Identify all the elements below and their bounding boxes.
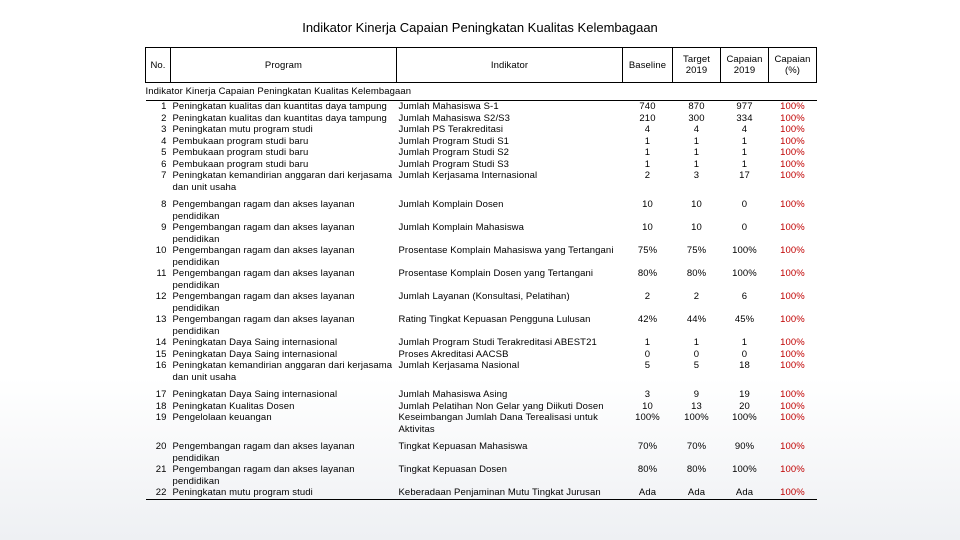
target-cell: 5 xyxy=(693,360,700,371)
baseline-cell: 2 xyxy=(644,170,651,181)
indikator-cell: Jumlah Komplain Dosen xyxy=(398,199,504,210)
row-number: 2 xyxy=(161,112,167,124)
table-row xyxy=(146,291,817,314)
program-cell: Pengembangan ragam dan akses layanan pendidikan xyxy=(172,222,355,245)
program-cell: Pembukaan program studi baru xyxy=(172,147,309,158)
indikator-cell: Prosentase Komplain Dosen yang Tertangani xyxy=(398,268,594,279)
indikator-cell: Jumlah PS Terakreditasi xyxy=(398,124,504,135)
row-number: 16 xyxy=(155,360,167,371)
indikator-cell: Jumlah Kerjasama Nasional xyxy=(398,360,520,371)
target-cell: 80% xyxy=(686,268,707,279)
row-number: 4 xyxy=(161,135,167,147)
table-row xyxy=(146,314,817,337)
capaian-cell: 1 xyxy=(741,337,748,348)
program-cell: Peningkatan Daya Saing internasional xyxy=(172,389,338,400)
baseline-cell: 10 xyxy=(642,400,653,412)
capaian-percent-cell: 100% xyxy=(780,389,805,400)
capaian-cell: 20 xyxy=(739,400,750,412)
indikator-cell: Jumlah Program Studi S2 xyxy=(398,147,510,158)
target-cell: 300 xyxy=(688,112,705,124)
capaian-percent-cell: 100% xyxy=(780,412,805,423)
capaian-percent-cell: 100% xyxy=(780,441,805,452)
table-header-row xyxy=(146,48,817,83)
baseline-cell: 75% xyxy=(637,245,658,256)
table-row xyxy=(146,412,817,435)
row-number: 6 xyxy=(161,158,167,170)
row-number: 20 xyxy=(155,441,167,452)
capaian-cell: 100% xyxy=(732,412,757,423)
indikator-cell: Proses Akreditasi AACSB xyxy=(398,348,509,360)
capaian-cell: 4 xyxy=(741,124,748,135)
page-title: Indikator Kinerja Capaian Peningkatan Kualitas Kelembagaan xyxy=(302,20,658,35)
target-cell: 1 xyxy=(693,337,700,348)
table-row xyxy=(146,464,817,487)
capaian-cell: 100% xyxy=(732,464,757,475)
table-row xyxy=(146,383,817,401)
target-cell: 4 xyxy=(693,124,700,135)
capaian-cell: 0 xyxy=(741,199,748,210)
target-cell: 9 xyxy=(693,389,700,400)
indikator-cell: Jumlah Mahasiswa S2/S3 xyxy=(398,112,511,124)
column-header-capaian-percent: Capaian (%) xyxy=(769,48,817,83)
row-number: 13 xyxy=(155,314,167,325)
indikator-cell: Prosentase Komplain Mahasiswa yang Tertangani xyxy=(398,245,614,256)
column-header-target: Target 2019 xyxy=(673,48,721,83)
program-cell: Peningkatan kemandirian anggaran dari kerjasama dan unit usaha xyxy=(172,170,393,193)
capaian-percent-cell: 100% xyxy=(780,135,805,147)
baseline-cell: 210 xyxy=(639,112,656,124)
baseline-cell: 42% xyxy=(637,314,658,325)
capaian-cell: 334 xyxy=(736,112,753,124)
capaian-percent-cell: 100% xyxy=(780,124,805,135)
capaian-cell: 100% xyxy=(732,268,757,279)
target-cell: 75% xyxy=(686,245,707,256)
capaian-cell: 0 xyxy=(741,222,748,233)
program-cell: Peningkatan mutu program studi xyxy=(171,487,397,499)
capaian-percent-cell: 100% xyxy=(780,314,805,325)
baseline-cell: 5 xyxy=(644,360,651,371)
indikator-cell: Rating Tingkat Kepuasan Pengguna Lulusan xyxy=(398,314,591,325)
row-number: 1 xyxy=(161,101,167,112)
baseline-cell: 4 xyxy=(644,124,651,135)
capaian-cell: 977 xyxy=(736,101,753,112)
capaian-cell: 19 xyxy=(739,389,750,400)
program-cell: Pengembangan ragam dan akses layanan pendidikan xyxy=(172,314,355,337)
capaian-cell: 100% xyxy=(732,245,757,256)
program-cell: Peningkatan mutu program studi xyxy=(172,124,313,135)
table-row xyxy=(146,159,817,171)
capaian-percent-cell: 100% xyxy=(780,170,805,181)
row-number: 19 xyxy=(155,412,167,423)
baseline-cell: 100% xyxy=(635,412,660,423)
capaian-percent-cell: 100% xyxy=(780,360,805,371)
program-cell: Pengembangan ragam dan akses layanan pendidikan xyxy=(172,291,355,314)
capaian-cell: 45% xyxy=(734,314,755,325)
capaian-percent-cell: 100% xyxy=(780,291,805,302)
column-header-no: No. xyxy=(146,48,171,83)
capaian-cell: Ada xyxy=(721,487,769,499)
capaian-percent-cell: 100% xyxy=(780,245,805,256)
row-number: 17 xyxy=(155,389,167,400)
indikator-cell: Jumlah Program Studi S3 xyxy=(398,158,510,170)
indikator-cell: Keseimbangan Jumlah Dana Terealisasi untuk Aktivitas xyxy=(398,412,598,435)
program-cell: Pengembangan ragam dan akses layanan pendidikan xyxy=(172,441,355,464)
capaian-percent-cell: 100% xyxy=(780,147,805,158)
baseline-cell: Ada xyxy=(623,487,673,499)
indikator-cell: Jumlah Mahasiswa S-1 xyxy=(398,101,499,112)
target-cell: 80% xyxy=(686,464,707,475)
indikator-cell: Jumlah Kerjasama Internasional xyxy=(398,170,538,181)
target-cell: 70% xyxy=(686,441,707,452)
capaian-percent-cell: 100% xyxy=(780,158,805,170)
target-cell: 1 xyxy=(693,135,700,147)
capaian-percent-cell: 100% xyxy=(780,400,805,412)
row-number: 15 xyxy=(155,348,167,360)
table-row xyxy=(146,170,817,193)
capaian-cell: 17 xyxy=(739,170,750,181)
capaian-cell: 0 xyxy=(741,348,748,360)
table-row xyxy=(146,435,817,464)
target-cell: 13 xyxy=(691,400,702,412)
indikator-cell: Tingkat Kepuasan Mahasiswa xyxy=(398,441,528,452)
target-cell: 2 xyxy=(693,291,700,302)
baseline-cell: 80% xyxy=(637,268,658,279)
capaian-cell: 1 xyxy=(741,147,748,158)
row-number: 7 xyxy=(161,170,167,181)
target-cell: 0 xyxy=(693,348,700,360)
program-cell: Pengelolaan keuangan xyxy=(172,412,272,423)
program-cell: Peningkatan kualitas dan kuantitas daya tampung xyxy=(172,101,387,112)
program-cell: Peningkatan Kualitas Dosen xyxy=(172,400,295,412)
program-cell: Peningkatan Daya Saing internasional xyxy=(172,337,338,348)
table-row xyxy=(146,337,817,349)
baseline-cell: 740 xyxy=(639,101,656,112)
indikator-cell: Keberadaan Penjaminan Mutu Tingkat Jurusan xyxy=(397,487,623,499)
row-number: 21 xyxy=(155,464,167,475)
indikator-cell: Jumlah Program Studi S1 xyxy=(398,135,510,147)
indikator-cell: Tingkat Kepuasan Dosen xyxy=(398,464,508,475)
capaian-percent-cell: 100% xyxy=(780,112,805,124)
indikator-cell: Jumlah Layanan (Konsultasi, Pelatihan) xyxy=(398,291,570,302)
target-cell: 3 xyxy=(693,170,700,181)
target-cell: 870 xyxy=(688,101,705,112)
baseline-cell: 70% xyxy=(637,441,658,452)
row-number: 14 xyxy=(155,337,167,348)
capaian-percent-cell: 100% xyxy=(780,222,805,233)
baseline-cell: 1 xyxy=(644,135,651,147)
target-cell: 44% xyxy=(686,314,707,325)
indikator-cell: Jumlah Program Studi Terakreditasi ABEST21 xyxy=(398,337,597,348)
program-cell: Peningkatan Daya Saing internasional xyxy=(172,348,338,360)
table-row xyxy=(146,245,817,268)
baseline-cell: 2 xyxy=(644,291,651,302)
column-header-indikator: Indikator xyxy=(397,48,623,83)
capaian-cell: 90% xyxy=(734,441,755,452)
capaian-cell: 18 xyxy=(739,360,750,371)
table-row xyxy=(146,147,817,159)
kpi-table xyxy=(145,47,817,500)
program-cell: Pembukaan program studi baru xyxy=(172,135,309,147)
table-row xyxy=(146,401,817,413)
indikator-cell: Jumlah Komplain Mahasiswa xyxy=(398,222,525,233)
row-number: 9 xyxy=(161,222,167,233)
baseline-cell: 1 xyxy=(644,337,651,348)
capaian-cell: 1 xyxy=(741,158,748,170)
capaian-percent-cell: 100% xyxy=(780,348,805,360)
table-row xyxy=(146,136,817,148)
baseline-cell: 1 xyxy=(644,147,651,158)
baseline-cell: 80% xyxy=(637,464,658,475)
row-number: 5 xyxy=(161,147,167,158)
target-cell: 100% xyxy=(684,412,709,423)
target-cell: 10 xyxy=(691,199,702,210)
baseline-cell: 10 xyxy=(642,199,653,210)
capaian-percent-cell: 100% xyxy=(769,487,817,499)
capaian-percent-cell: 100% xyxy=(780,268,805,279)
baseline-cell: 3 xyxy=(644,389,651,400)
row-number: 18 xyxy=(155,400,167,412)
capaian-percent-cell: 100% xyxy=(780,101,805,112)
baseline-cell: 10 xyxy=(642,222,653,233)
capaian-percent-cell: 100% xyxy=(780,337,805,348)
column-header-capaian: Capaian 2019 xyxy=(721,48,769,83)
program-cell: Pengembangan ragam dan akses layanan pendidikan xyxy=(172,199,355,222)
indikator-cell: Jumlah Pelatihan Non Gelar yang Diikuti Dosen xyxy=(398,400,604,412)
indikator-cell: Jumlah Mahasiswa Asing xyxy=(398,389,508,400)
section-row xyxy=(146,83,817,101)
capaian-percent-cell: 100% xyxy=(780,464,805,475)
row-number: 3 xyxy=(161,124,167,135)
target-cell: 10 xyxy=(691,222,702,233)
table-row xyxy=(146,349,817,361)
program-cell: Pengembangan ragam dan akses layanan pendidikan xyxy=(172,268,355,291)
program-cell: Pembukaan program studi baru xyxy=(172,158,309,170)
capaian-cell: 6 xyxy=(741,291,748,302)
target-cell: Ada xyxy=(673,487,721,499)
program-cell: Peningkatan kualitas dan kuantitas daya tampung xyxy=(172,112,387,124)
table-row xyxy=(146,101,817,113)
table-row xyxy=(146,113,817,125)
program-cell: Pengembangan ragam dan akses layanan pendidikan xyxy=(172,245,355,268)
table-row xyxy=(146,268,817,291)
table-row xyxy=(146,222,817,245)
row-number: 8 xyxy=(161,199,167,210)
table-row xyxy=(146,360,817,383)
capaian-percent-cell: 100% xyxy=(780,199,805,210)
baseline-cell: 0 xyxy=(644,348,651,360)
capaian-cell: 1 xyxy=(741,135,748,147)
target-cell: 1 xyxy=(693,147,700,158)
row-number: 11 xyxy=(156,268,167,279)
column-header-baseline: Baseline xyxy=(623,48,673,83)
program-cell: Pengembangan ragam dan akses layanan pendidikan xyxy=(172,464,355,487)
row-number: 10 xyxy=(155,245,167,256)
target-cell: 1 xyxy=(693,158,700,170)
baseline-cell: 1 xyxy=(644,158,651,170)
table-row xyxy=(146,487,817,499)
table-row xyxy=(146,193,817,222)
row-number: 12 xyxy=(155,291,167,302)
table-row xyxy=(146,124,817,136)
column-header-program: Program xyxy=(171,48,397,83)
row-number: 22 xyxy=(146,487,171,499)
program-cell: Peningkatan kemandirian anggaran dari kerjasama dan unit usaha xyxy=(172,360,393,383)
section-label: Indikator Kinerja Capaian Peningkatan Kualitas Kelembagaan xyxy=(146,83,817,101)
